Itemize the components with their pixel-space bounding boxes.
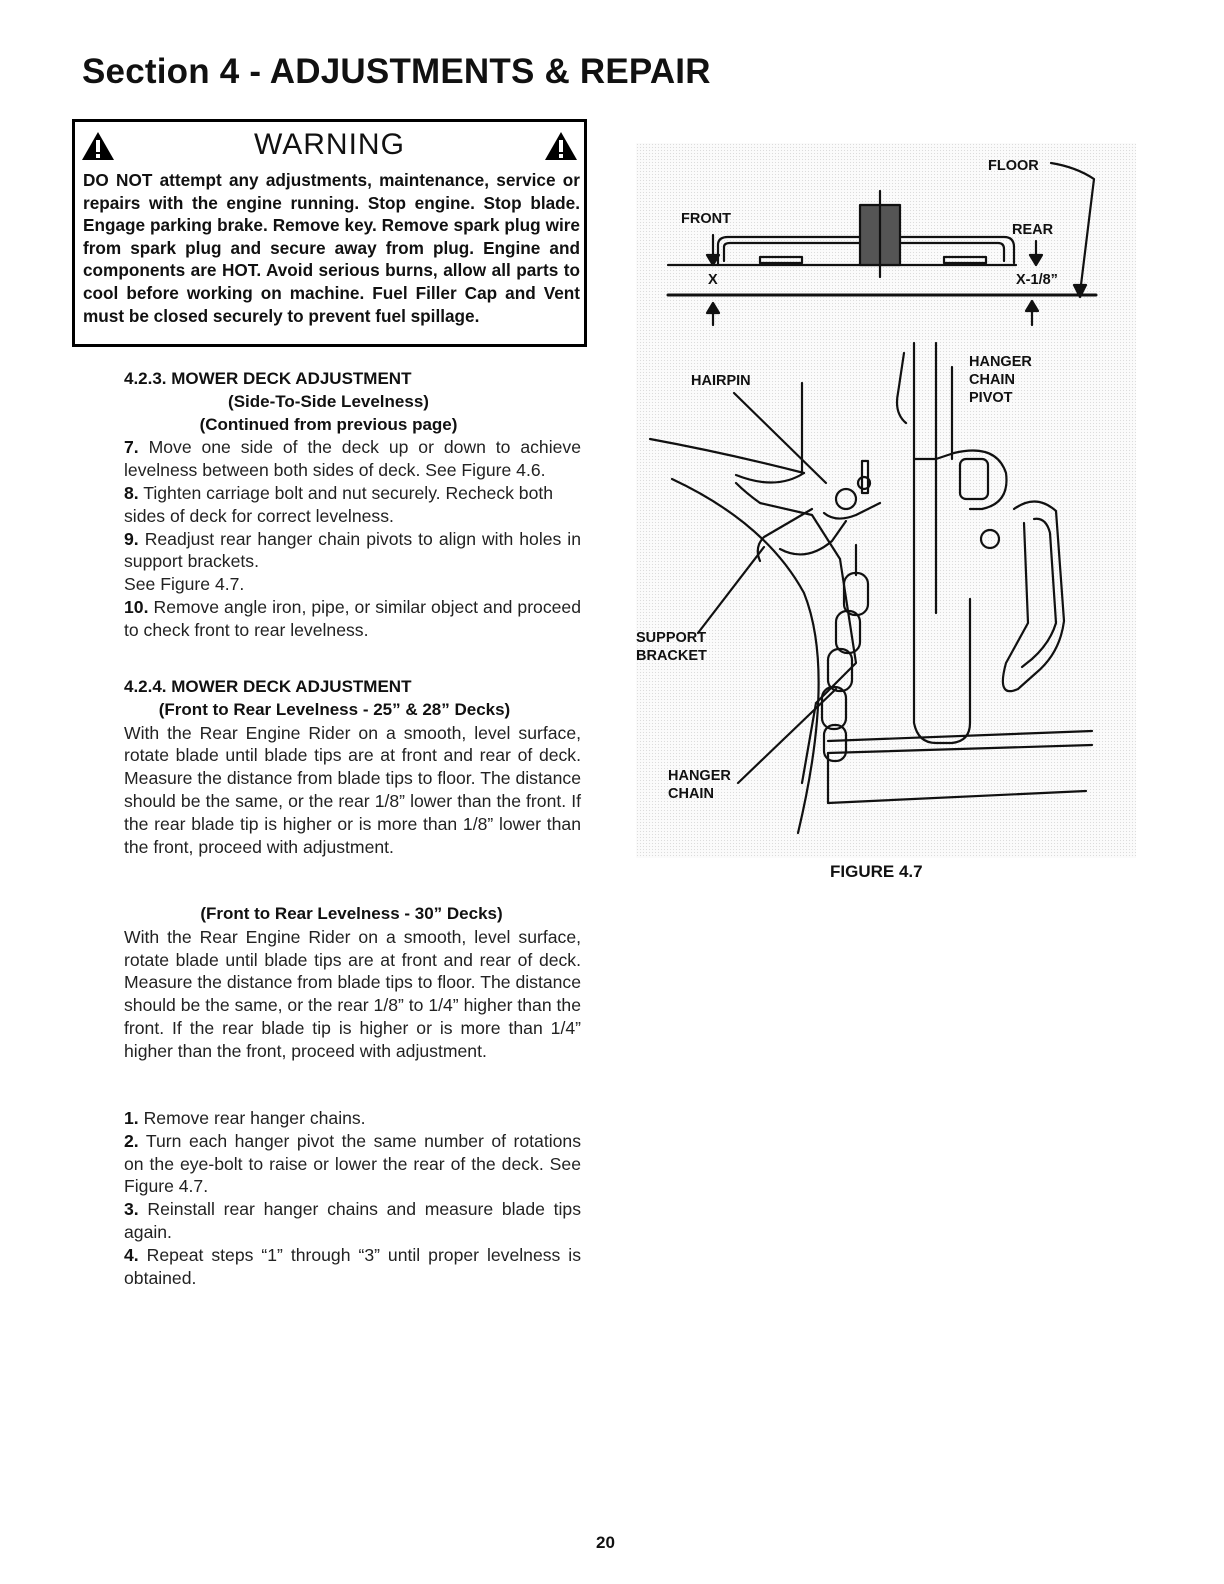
label-floor: FLOOR [988,158,1039,174]
deck-hanger-diagram [636,143,1136,858]
list-item: 2. Turn each hanger pivot the same number of rotations on the eye-bolt to raise or lower the rear of the deck. See Figure 4.7. [124,1130,582,1197]
section-424-30in [124,903,581,1063]
section-424-subheading2: (Front to Rear Levelness - 30” Decks) [200,904,503,923]
label-hairpin: HAIRPIN [691,373,751,389]
figure-4-7 [636,143,1136,858]
section-424-paragraph: With the Rear Engine Rider on a smooth, level surface, rotate blade until blade tips are at front and rear of deck. Measure the distance from blade tips to floor. The distance should be the same, or the rear 1/8” lower than the front. If the rear blade tip is higher or is more than 1/8” lower than the front, proceed with adjustment. [124,722,581,857]
list-item: 3. Reinstall rear hanger chains and measure blade tips again. [124,1199,581,1242]
section-423-subheading: (Side-To-Side Levelness) [228,391,429,411]
label-x: X [708,272,718,288]
section-424-paragraph2: With the Rear Engine Rider on a smooth, level surface, rotate blade until blade tips are at front and rear of deck. Measure the distance from blade tips to floor. The distance should be the same, or the rear 1/8” to 1/4” higher than the front. If the rear blade tip is higher or is more than 1/4” higher than the front, proceed with adjustment. [124,926,581,1061]
warning-text: DO NOT attempt any adjustments, maintenance, service or repairs with the engine running. Stop engine. Stop blade. Engage parking brake. Remove key. Remove spark plug wire from spark plug and secure away from plug. Engine and components are HOT. Avoid serious burns, allow all parts to cool before working on machine. Fuel Filler Cap and Vent must be closed securely to prevent fuel spillage. [83,170,580,326]
label-support-bracket: SUPPORT BRACKET [636,630,707,664]
warning-title: WARNING [254,128,405,161]
warning-box [72,119,587,347]
section-424-subheading: (Front to Rear Levelness - 25” & 28” Decks) [158,699,511,719]
list-item: 10. Remove angle iron, pipe, or similar object and proceed to check front to rear levelness. [124,596,581,640]
label-hanger-chain-pivot: HANGER CHAIN PIVOT [969,354,1032,406]
list-item: 4. Repeat steps “1” through “3” until proper levelness is obtained. [124,1244,581,1288]
list-item: 8. Tighten carriage bolt and nut securely. Recheck both sides of deck for correct levelness. [124,482,554,526]
section-424 [124,676,581,858]
figure-caption: FIGURE 4.7 [830,862,923,881]
section-424-steps [124,1107,581,1289]
label-hanger-chain: HANGER CHAIN [668,768,731,802]
label-x-minus: X-1/8” [1016,272,1058,288]
list-item: See Figure 4.7. [124,574,245,595]
list-item: 7. Move one side of the deck up or down to achieve levelness between both sides of deck. See Figure 4.6. [124,437,581,481]
section-423-heading: 4.2.3. MOWER DECK ADJUSTMENT [124,369,412,388]
section-423 [124,368,581,642]
list-item: 1. Remove rear hanger chains. [124,1108,366,1128]
label-front: FRONT [681,211,731,227]
warning-header [75,128,584,168]
label-rear: REAR [1012,222,1054,238]
list-item: 9. Readjust rear hanger chain pivots to align with holes in support brackets. [124,528,581,572]
warning-triangle-icon [544,131,578,161]
page-number: 20 [596,1533,615,1552]
section-423-continued: (Continued from previous page) [199,414,458,434]
section-title: Section 4 - ADJUSTMENTS & REPAIR [82,52,711,91]
section-424-heading: 4.2.4. MOWER DECK ADJUSTMENT [124,677,412,696]
